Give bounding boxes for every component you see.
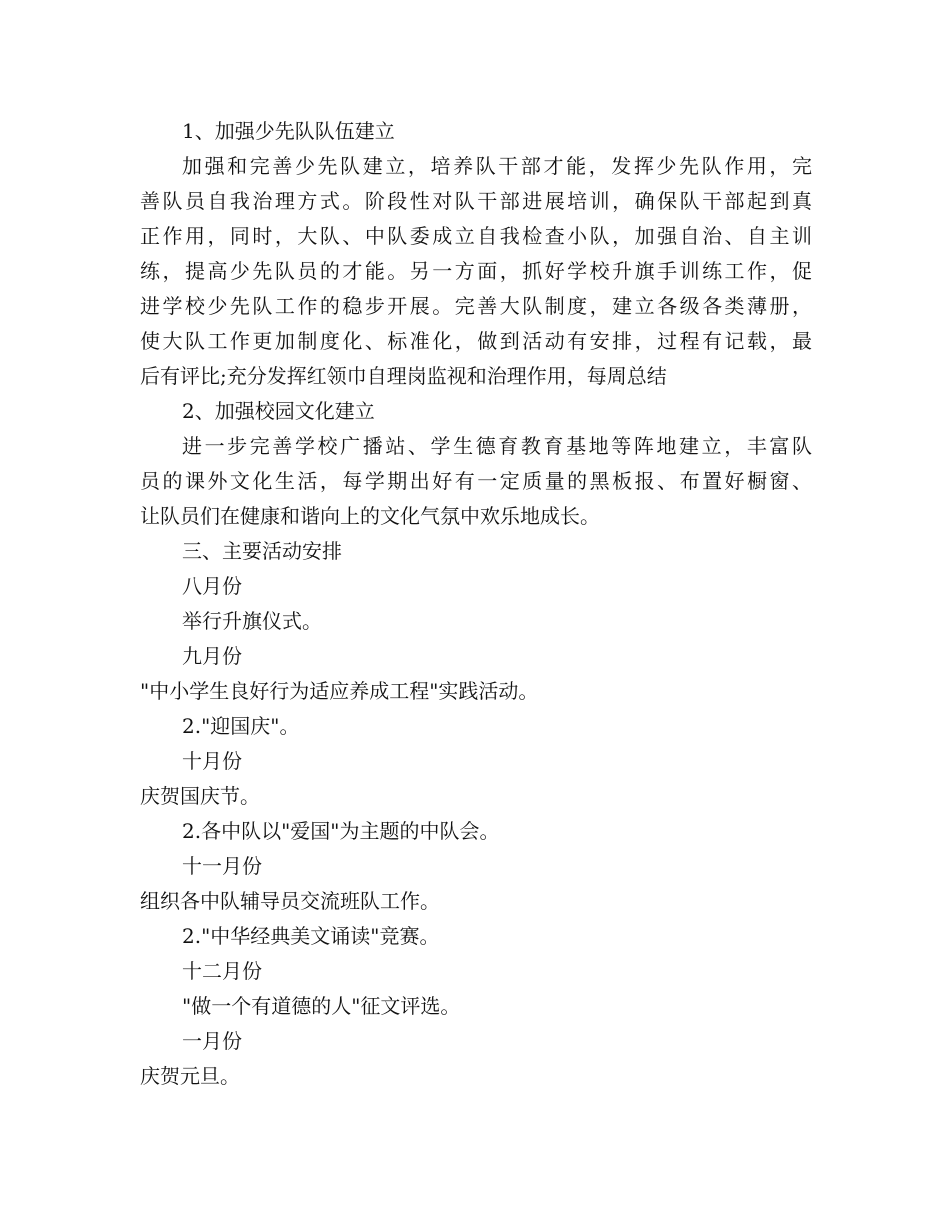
paragraph-line: 后有评比;充分发挥红领巾自理岗监视和治理作用，每周总结 [140,364,667,388]
paragraph-line: 使大队工作更加制度化、标准化，做到活动有安排，过程有记载，最 [140,329,812,353]
document-body [140,114,812,1094]
activity-item: 庆贺国庆节。 [140,784,260,808]
activity-item: "中小学生良好行为适应养成工程"实践活动。 [140,679,539,703]
activity-item: "做一个有道德的人"征文评选。 [182,994,461,1018]
section-heading-activities: 三、主要活动安排 [182,539,342,563]
month-heading-october: 十月份 [182,749,242,773]
paragraph-line: 让队员们在健康和谐向上的文化气氛中欢乐地成长。 [140,504,600,528]
paragraph-line: 善队员自我治理方式。阶段性对队干部进展培训，确保队干部起到真 [140,189,812,213]
paragraph-line: 加强和完善少先队建立，培养队干部才能，发挥少先队作用，完 [182,154,812,178]
activity-item: 2."迎国庆"。 [182,714,300,738]
activity-item: 2."中华经典美文诵读"竞赛。 [182,924,440,948]
paragraph-line: 进一步完善学校广播站、学生德育教育基地等阵地建立，丰富队 [182,434,812,458]
section-heading-team-building: 1、加强少先队队伍建立 [182,119,395,143]
section-heading-campus-culture: 2、加强校园文化建立 [182,399,375,423]
month-heading-december: 十二月份 [182,959,262,983]
activity-item: 庆贺元旦。 [140,1064,240,1088]
activity-item: 举行升旗仪式。 [182,609,322,633]
month-heading-january: 一月份 [182,1029,242,1053]
paragraph-line: 正作用，同时，大队、中队委成立自我检查小队，加强自治、自主训 [140,224,812,248]
paragraph-line: 员的课外文化生活，每学期出好有一定质量的黑板报、布置好橱窗、 [140,469,812,493]
paragraph-line: 练，提高少先队员的才能。另一方面，抓好学校升旗手训练工作，促 [140,259,812,283]
month-heading-november: 十一月份 [182,854,262,878]
month-heading-september: 九月份 [182,644,242,668]
month-heading-august: 八月份 [182,574,242,598]
paragraph-line: 进学校少先队工作的稳步开展。完善大队制度，建立各级各类薄册， [140,294,812,318]
activity-item: 组织各中队辅导员交流班队工作。 [140,889,440,913]
activity-item: 2.各中队以"爱国"为主题的中队会。 [182,819,500,843]
